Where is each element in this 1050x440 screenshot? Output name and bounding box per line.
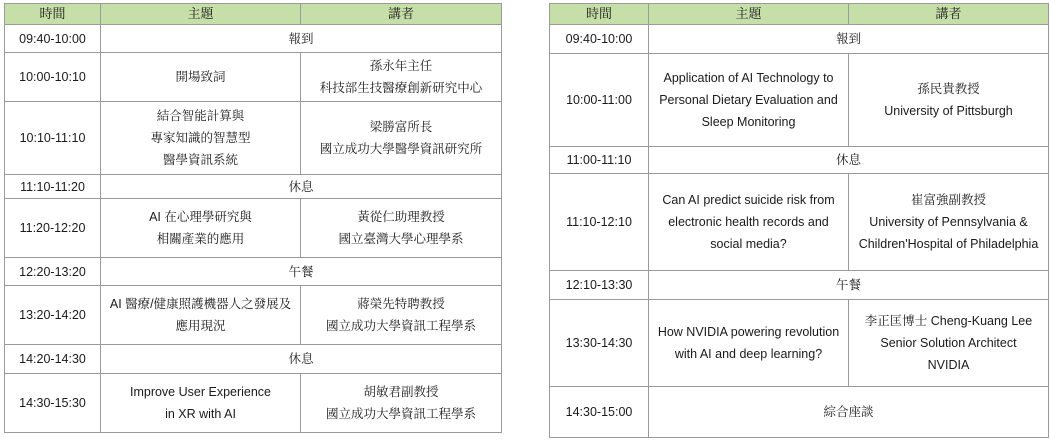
header-speaker: 講者 — [849, 4, 1049, 25]
session-cell: 午餐 — [649, 271, 1049, 300]
time-cell: 11:10-12:10 — [550, 174, 649, 271]
session-cell: 休息 — [649, 147, 1049, 174]
speaker-cell: 黃從仁助理教授 國立臺灣大學心理學系 — [301, 199, 502, 258]
speaker-cell: 崔富強副教授 University of Pennsylvania & Children'Hospital of Philadelphia — [849, 174, 1049, 271]
header-row — [5, 4, 502, 25]
table-row — [5, 258, 502, 286]
table-row — [550, 54, 1049, 147]
speaker-cell: 蔣榮先特聘教授 國立成功大學資訊工程學系 — [301, 286, 502, 345]
time-cell: 10:00-10:10 — [5, 53, 101, 102]
schedule-table-right — [549, 3, 1049, 438]
time-cell: 11:10-11:20 — [5, 175, 101, 199]
time-cell: 09:40-10:00 — [550, 25, 649, 54]
time-cell: 14:30-15:30 — [5, 374, 101, 433]
speaker-cell: 梁勝富所長 國立成功大學醫學資訊研究所 — [301, 102, 502, 175]
speaker-cell: 孫民貴教授 University of Pittsburgh — [849, 54, 1049, 147]
table-row — [5, 374, 502, 433]
table-row — [5, 286, 502, 345]
time-cell: 11:20-12:20 — [5, 199, 101, 258]
table-row — [550, 387, 1049, 438]
session-cell: 午餐 — [101, 258, 502, 286]
table-row — [5, 345, 502, 374]
session-cell: 報到 — [101, 25, 502, 53]
header-time: 時間 — [550, 4, 649, 25]
time-cell: 10:00-11:00 — [550, 54, 649, 147]
table-row — [5, 25, 502, 53]
session-cell: 綜合座談 — [649, 387, 1049, 438]
header-time: 時間 — [5, 4, 101, 25]
header-topic: 主題 — [101, 4, 301, 25]
speaker-cell: 胡敏君副教授 國立成功大學資訊工程學系 — [301, 374, 502, 433]
time-cell: 11:00-11:10 — [550, 147, 649, 174]
header-row — [550, 4, 1049, 25]
speaker-cell: 孫永年主任 科技部生技醫療創新研究中心 — [301, 53, 502, 102]
topic-cell: AI 醫療/健康照護機器人之發展及 應用現況 — [101, 286, 301, 345]
table-row — [5, 175, 502, 199]
time-cell: 12:10-13:30 — [550, 271, 649, 300]
session-cell: 休息 — [101, 345, 502, 374]
table-row — [550, 271, 1049, 300]
header-speaker: 講者 — [301, 4, 502, 25]
time-cell: 12:20-13:20 — [5, 258, 101, 286]
session-cell: 休息 — [101, 175, 502, 199]
table-row — [550, 25, 1049, 54]
time-cell: 14:20-14:30 — [5, 345, 101, 374]
table-row — [550, 300, 1049, 387]
session-cell: 報到 — [649, 25, 1049, 54]
topic-cell: 結合智能計算與 專家知識的智慧型 醫學資訊系統 — [101, 102, 301, 175]
topic-cell: 開場致詞 — [101, 53, 301, 102]
time-cell: 13:30-14:30 — [550, 300, 649, 387]
schedule-table-left — [4, 3, 502, 433]
header-topic: 主題 — [649, 4, 849, 25]
table-row — [5, 102, 502, 175]
topic-cell: AI 在心理學研究與 相關產業的應用 — [101, 199, 301, 258]
topic-cell: Improve User Experience in XR with AI — [101, 374, 301, 433]
table-row — [5, 199, 502, 258]
table-row — [5, 53, 502, 102]
topic-cell: How NVIDIA powering revolution with AI and deep learning? — [649, 300, 849, 387]
speaker-cell: 李正匡博士 Cheng-Kuang Lee Senior Solution Architect NVIDIA — [849, 300, 1049, 387]
topic-cell: Application of AI Technology to Personal Dietary Evaluation and Sleep Monitoring — [649, 54, 849, 147]
table-row — [550, 147, 1049, 174]
time-cell: 10:10-11:10 — [5, 102, 101, 175]
time-cell: 14:30-15:00 — [550, 387, 649, 438]
time-cell: 13:20-14:20 — [5, 286, 101, 345]
table-row — [550, 174, 1049, 271]
time-cell: 09:40-10:00 — [5, 25, 101, 53]
topic-cell: Can AI predict suicide risk from electronic health records and social media? — [649, 174, 849, 271]
